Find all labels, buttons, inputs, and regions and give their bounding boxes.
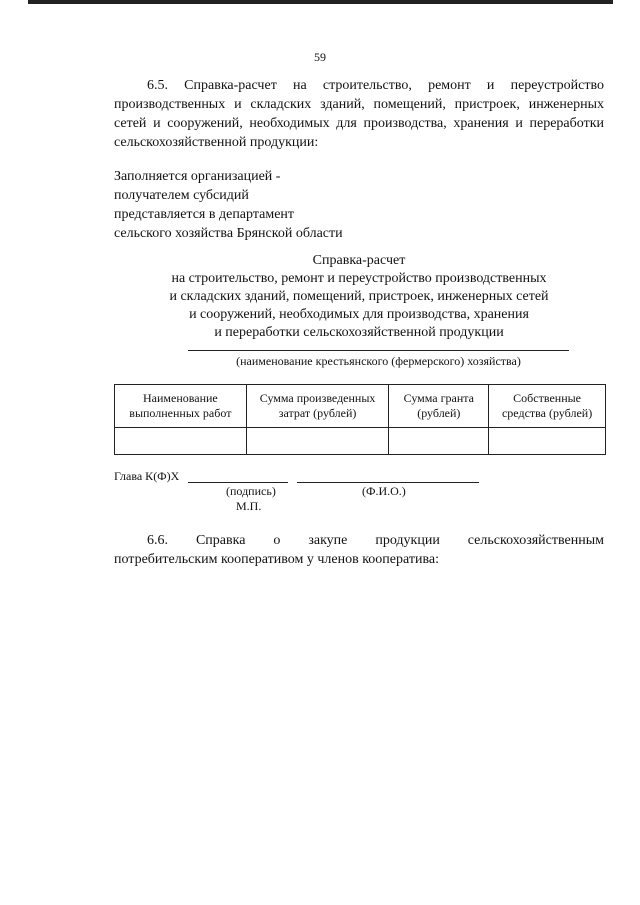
form-subtitle-line: и сооружений, необходимых для производства, хранения bbox=[189, 307, 529, 322]
table-row bbox=[115, 428, 606, 455]
table-cell bbox=[115, 428, 247, 455]
form-subtitle-line: и складских зданий, помещений, пристроек, инженерных сетей bbox=[169, 289, 549, 304]
word: закупе bbox=[308, 533, 348, 548]
word: продукции bbox=[375, 533, 440, 548]
farm-name-blank-line bbox=[188, 350, 569, 351]
form-subtitle-line: на строительство, ремонт и переустройство производственных bbox=[171, 271, 547, 286]
stamp-place-label: М.П. bbox=[236, 499, 262, 513]
filled-by-block bbox=[114, 167, 414, 243]
scan-top-edge bbox=[28, 0, 613, 4]
section-6-5-paragraph: 6.5. Справка-расчет на строительство, ремонт и переустройство производственных и складских зданий, помещений, пристроек, инженерных сетей и сооружений, необходимых для производства, хранения и переработки сельскохозяйственной продукции: bbox=[114, 78, 604, 150]
head-label: Глава К(Ф)Х bbox=[114, 469, 180, 483]
table-header-cell: Собственные средства (рублей) bbox=[489, 385, 606, 428]
filled-by-line: получателем субсидий bbox=[114, 188, 249, 203]
section-6-6-second-line: потребительским кооперативом у членов кооператива: bbox=[114, 552, 439, 567]
filled-by-line: представляется в департамент bbox=[114, 207, 295, 222]
form-subtitle bbox=[114, 270, 604, 342]
filled-by-line: сельского хозяйства Брянской области bbox=[114, 226, 343, 241]
table-header-cell: Сумма произведенных затрат (рублей) bbox=[246, 385, 389, 428]
section-6-6-first-line bbox=[114, 531, 604, 550]
section-6-6-paragraph bbox=[114, 531, 604, 569]
signature-caption: (подпись) bbox=[226, 484, 276, 498]
table-cell bbox=[489, 428, 606, 455]
farm-name-caption: (наименование крестьянского (фермерского) хозяйства) bbox=[236, 354, 521, 368]
filled-by-line: Заполняется организацией - bbox=[114, 169, 281, 184]
form-subtitle-line: и переработки сельскохозяйственной продукции bbox=[214, 325, 504, 340]
fio-caption: (Ф.И.О.) bbox=[362, 484, 406, 498]
fio-blank-line bbox=[297, 482, 479, 483]
table-cell bbox=[389, 428, 489, 455]
table-header-cell: Наименование выполненных работ bbox=[115, 385, 247, 428]
form-title: Справка-расчет bbox=[312, 253, 406, 268]
signature-blank-line bbox=[188, 482, 288, 483]
word: 6.6. bbox=[147, 533, 168, 548]
word: о bbox=[273, 533, 281, 548]
word: сельскохозяйственным bbox=[467, 533, 604, 548]
page-number: 59 bbox=[314, 50, 326, 64]
table-header-row bbox=[115, 385, 606, 428]
word: Справка bbox=[195, 533, 246, 548]
table-cell bbox=[246, 428, 389, 455]
table-header-cell: Сумма гранта (рублей) bbox=[389, 385, 489, 428]
cost-table bbox=[114, 384, 606, 455]
